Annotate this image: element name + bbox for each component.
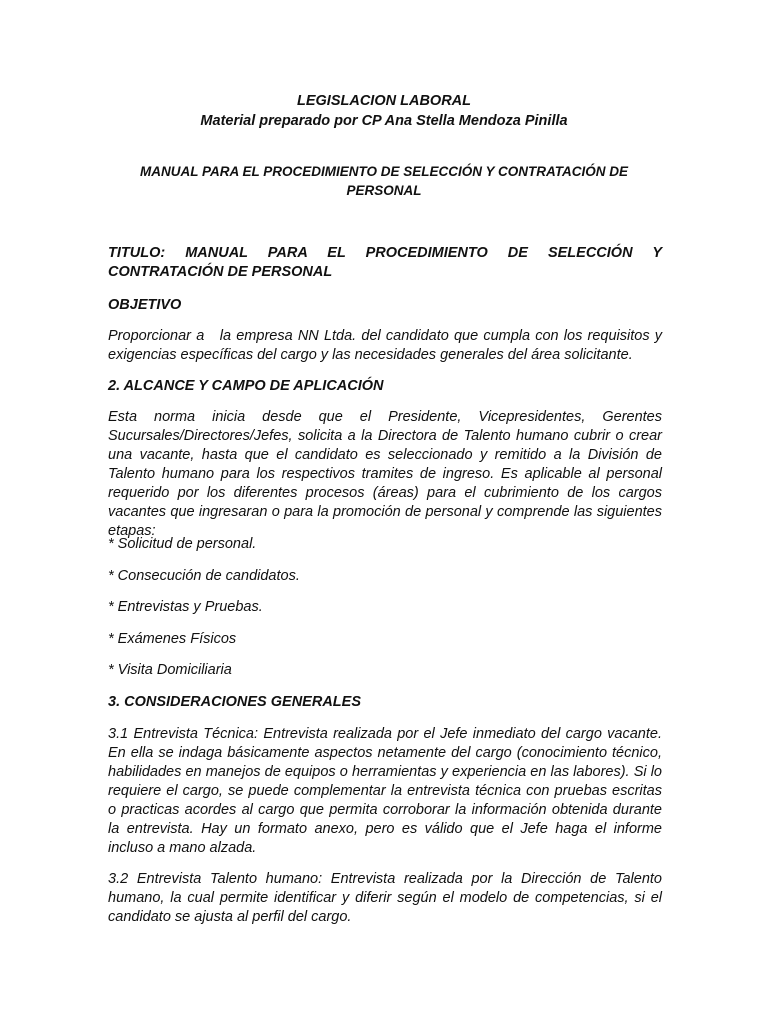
list-item: * Solicitud de personal. xyxy=(108,536,257,552)
objetivo-paragraph: Proporcionar a la empresa NN Ltda. del candidato que cumpla con los requisitos y exigencias específicas del cargo y las necesidades generales del área solicitante. xyxy=(108,328,667,363)
list-item: * Consecución de candidatos. xyxy=(108,568,300,584)
titulo-heading: TITULO: MANUAL PARA EL PROCEDIMIENTO DE SELECCIÓN Y CONTRATACIÓN DE PERSONAL xyxy=(108,245,662,280)
objetivo-heading: OBJETIVO xyxy=(108,297,182,313)
list-item: * Entrevistas y Pruebas. xyxy=(108,599,263,615)
entrevista-tecnica-paragraph: 3.1 Entrevista Técnica: Entrevista realizada por el Jefe inmediato del cargo vacante. En ella se indaga básicamente aspectos netamente del cargo (conocimiento técnico, habilidades en manejos de equipos o herramientas y experiencia en las labores). Si lo requiere el cargo, se puede complementar la entrevista técnica con pruebas escritas o practicas acordes al cargo que permita corroborar la información obtenida durante la entrevista. Hay un formato anexo, pero es válido que el Jefe haga el informe incluso a mano alzada. xyxy=(108,726,662,856)
list-item: * Visita Domiciliaria xyxy=(108,662,232,678)
entrevista-talento-paragraph: 3.2 Entrevista Talento humano: Entrevista realizada por la Dirección de Talento humano, la cual permite identificar y diferir según el modelo de competencias, si el candidato se ajusta al perfil del cargo. xyxy=(108,871,662,925)
alcance-heading: 2. ALCANCE Y CAMPO DE APLICACIÓN xyxy=(108,378,384,394)
manual-title: MANUAL PARA EL PROCEDIMIENTO DE SELECCIÓN Y CONTRATACIÓN DE PERSONAL xyxy=(139,164,629,198)
header-title: LEGISLACION LABORAL xyxy=(297,93,471,109)
consideraciones-heading: 3. CONSIDERACIONES GENERALES xyxy=(108,694,361,710)
alcance-paragraph: Esta norma inicia desde que el Presidente, Vicepresidentes, Gerentes Sucursales/Directores/Jefes, solicita a la Directora de Talento humano cubrir o crear una vacante, hasta que el candidato es seleccionado y remitido a la División de Talento humano para los respectivos tramites de ingreso. Es aplicable al personal requerido por los diferentes procesos (áreas) para el cubrimiento de los cargos vacantes que ingresaran o para la promoción de personal y comprende las siguientes etapas: xyxy=(108,409,662,539)
list-item: * Exámenes Físicos xyxy=(108,631,237,647)
header-author: Material preparado por CP Ana Stella Mendoza Pinilla xyxy=(200,113,568,129)
